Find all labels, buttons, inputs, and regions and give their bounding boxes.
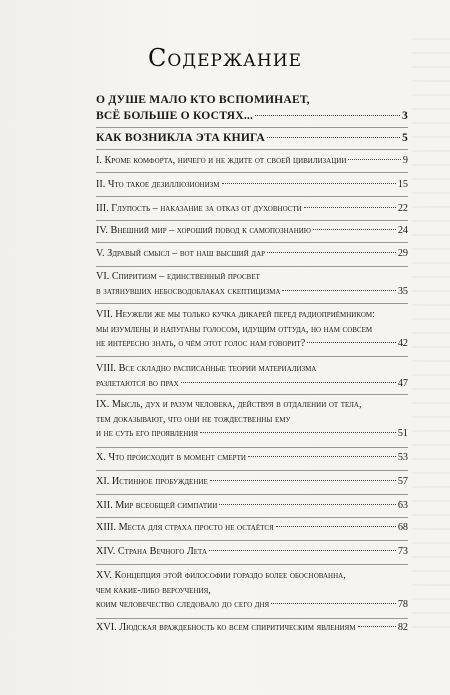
toc-entry[interactable] — [96, 308, 408, 352]
dot-leader — [304, 207, 396, 208]
page-number: 63 — [397, 500, 408, 511]
divider — [96, 220, 408, 221]
toc-entry-line: ВСЁ БОЛЬШЕ О КОСТЯХ... — [96, 109, 254, 122]
page-number: 15 — [397, 179, 408, 190]
toc-entry[interactable] — [96, 362, 408, 391]
dot-leader — [282, 290, 395, 291]
page-number: 42 — [397, 338, 408, 349]
dot-leader — [181, 382, 396, 383]
toc-entry-line: XIII. Места для страха просто не остаётся — [96, 522, 274, 533]
dot-leader — [248, 456, 396, 457]
page-number: 53 — [397, 452, 408, 463]
toc-entry[interactable] — [96, 475, 408, 490]
toc-entry-line: XVI. Людская враждебность ко всем спиритическим явлениям — [96, 622, 356, 633]
divider — [96, 242, 408, 243]
toc-entry-line: IX. Мысль, дух и разум человека, действуя в отдалении от тела, — [96, 399, 362, 410]
divider — [96, 356, 408, 357]
toc-entry[interactable] — [96, 154, 408, 169]
toc-entry-line: XII. Мир всеобщей симпатии — [96, 500, 218, 511]
toc-entry-line: XV. Концепция этой философии гораздо более обоснованна, — [96, 570, 346, 581]
dot-leader — [219, 504, 396, 505]
dot-leader — [313, 229, 396, 230]
toc-entry[interactable] — [96, 178, 408, 193]
page-number: 82 — [397, 622, 408, 633]
divider — [96, 517, 408, 518]
toc-entry[interactable] — [96, 451, 408, 466]
dot-leader — [267, 137, 400, 138]
dot-leader — [222, 183, 396, 184]
toc-entry-line: КАК ВОЗНИКЛА ЭТА КНИГА — [96, 131, 265, 144]
toc-entry[interactable] — [96, 247, 408, 262]
toc-entry[interactable] — [96, 130, 408, 146]
toc-entry-line: чем какие-либо вероучения, — [96, 584, 211, 596]
page-number: 51 — [397, 428, 408, 439]
divider — [96, 149, 408, 150]
toc-entry[interactable] — [96, 224, 408, 239]
toc-entry-line: XIV. Страна Вечного Лета — [96, 546, 208, 557]
page-number: 47 — [397, 377, 408, 389]
dot-leader — [255, 115, 400, 116]
divider — [96, 127, 408, 128]
page-number: 5 — [402, 131, 408, 144]
toc-entry-line: и не суть его проявления — [96, 428, 199, 439]
toc-entry-line: I. Кроме комфорта, ничего и не ждите от своей цивилизации — [96, 155, 347, 166]
dot-leader — [307, 342, 396, 343]
toc-entry-line: не интересно знать, о чём этот голос нам говорит? — [96, 338, 306, 349]
toc-entry-line: VIII. Все складно расписанные теории материализма — [96, 363, 317, 374]
divider — [96, 470, 408, 471]
toc-entry-line: разлетаются во прах — [96, 377, 179, 389]
toc-entry-line: VI. Спиритизм – единственный просвет — [96, 271, 260, 282]
dot-leader — [276, 526, 396, 527]
toc-entry[interactable] — [96, 202, 408, 217]
page-number: 68 — [397, 522, 408, 533]
page-number: 9 — [402, 155, 408, 166]
page-number: 3 — [402, 109, 408, 122]
toc-entry[interactable] — [96, 398, 408, 442]
toc-entry[interactable] — [96, 521, 408, 536]
toc-entry[interactable] — [96, 92, 408, 124]
dot-leader — [209, 550, 396, 551]
toc-entry-line: мы изумлены и напуганы голосом, идущим оттуда, но нам совсем — [96, 323, 373, 335]
toc-entry-line: коим человечество следовало до сего дня — [96, 599, 270, 610]
toc-entry-line: XI. Истинное пробуждение — [96, 476, 208, 487]
toc-entry-line: III. Глупость – наказание за отказ от духовности — [96, 203, 302, 214]
toc-entry[interactable] — [96, 569, 408, 613]
toc-entry-line: О ДУШЕ МАЛО КТО ВСПОМИНАЕТ, — [96, 93, 310, 106]
show-through-text — [412, 38, 450, 638]
toc-entry-line: V. Здравый смысл – вот наш высший дар — [96, 248, 266, 259]
toc-entry[interactable] — [96, 621, 408, 636]
toc-entry-line: VII. Неужели же мы только кучка дикарей перед радиоприёмником: — [96, 309, 375, 320]
page-number: 24 — [397, 225, 408, 236]
dot-leader — [358, 626, 396, 627]
divider — [96, 447, 408, 448]
divider — [96, 196, 408, 197]
divider — [96, 540, 408, 541]
divider — [96, 564, 408, 565]
dot-leader — [271, 603, 396, 604]
page-number: 35 — [397, 285, 408, 297]
dot-leader — [200, 432, 396, 433]
page-number: 22 — [397, 203, 408, 214]
page-number: 57 — [397, 476, 408, 487]
page-number: 73 — [397, 546, 408, 557]
toc-entry-line: II. Что такое дезиллюзионизм — [96, 179, 220, 190]
page-title: Содержание — [147, 44, 302, 72]
page-number: 29 — [397, 248, 408, 259]
toc-entry-line: X. Что происходит в момент смерти — [96, 452, 246, 463]
toc-entry[interactable] — [96, 545, 408, 560]
toc-entry-line: в затянувших небосводоблаках скептицизма — [96, 285, 281, 297]
dot-leader — [210, 480, 396, 481]
divider — [96, 494, 408, 495]
toc-entry[interactable] — [96, 499, 408, 514]
dot-leader — [348, 159, 401, 160]
divider — [96, 618, 408, 619]
divider — [96, 172, 408, 173]
toc-entry-line: IV. Внешний мир – хороший повод к самопознанию — [96, 225, 312, 236]
dot-leader — [267, 252, 396, 253]
divider — [96, 394, 408, 395]
divider — [96, 266, 408, 267]
divider — [96, 303, 408, 304]
toc-entry[interactable] — [96, 270, 408, 299]
toc-entry-line: тем доказывают, что они не тождественны ему — [96, 413, 291, 425]
page-number: 78 — [397, 599, 408, 610]
